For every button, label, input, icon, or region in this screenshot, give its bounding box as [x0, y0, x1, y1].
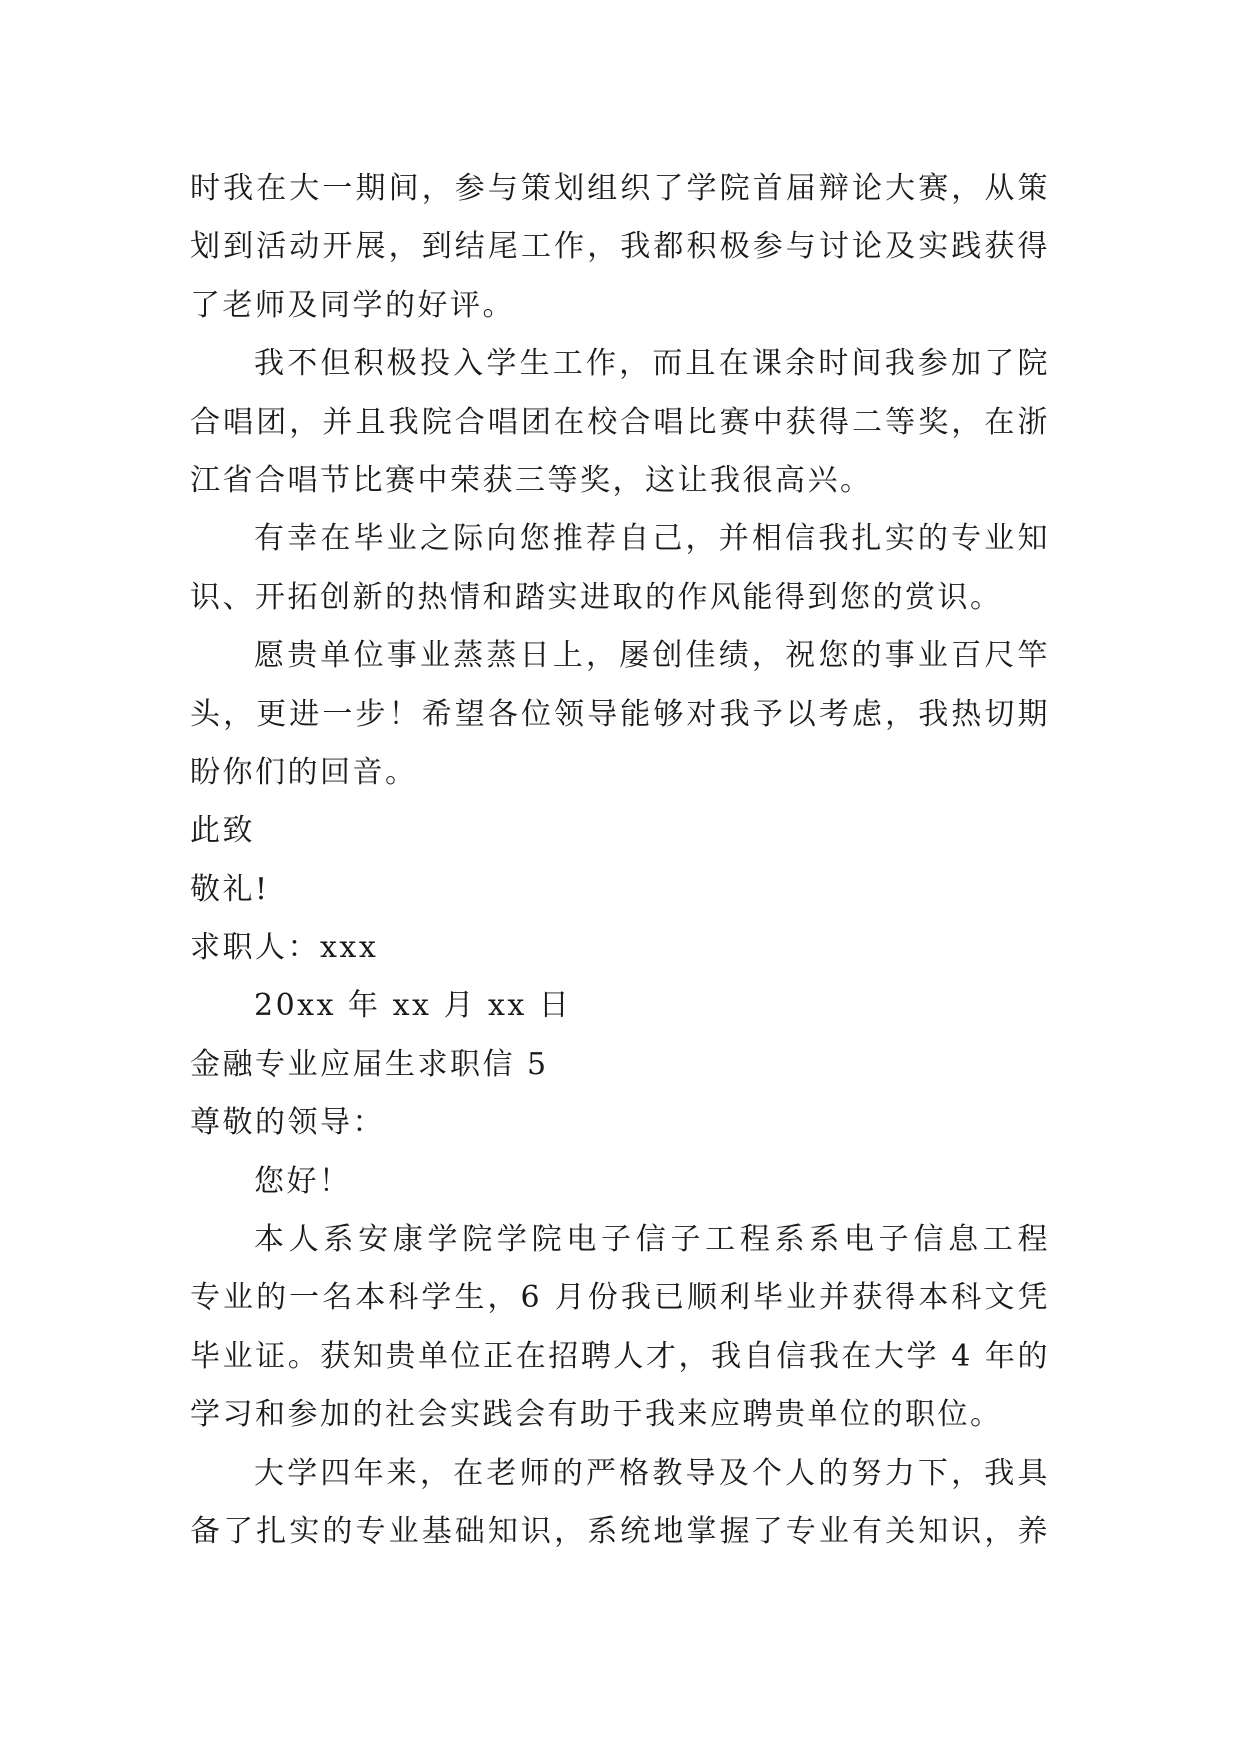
body-line-14: 毕业证。获知贵单位正在招聘人才，我自信我在大学 4 年的 — [190, 1338, 1050, 1374]
body-line-12: 本人系安康学院学院电子信子工程系系电子信息工程 — [254, 1222, 1050, 1258]
body-line-16: 大学四年来，在老师的严格教导及个人的努力下，我具 — [254, 1455, 1050, 1491]
signature-line: 求职人：xxx — [190, 930, 379, 966]
body-line-13: 专业的一名本科学生，6 月份我已顺利毕业并获得本科文凭 — [190, 1280, 1050, 1316]
body-line-7: 有幸在毕业之际向您推荐自己，并相信我扎实的专业知 — [254, 521, 1050, 557]
greeting-hello: 您好！ — [254, 1163, 352, 1199]
body-line-2: 划到活动开展，到结尾工作，我都积极参与讨论及实践获得 — [190, 229, 1050, 265]
closing-salutation: 此致 — [190, 813, 255, 849]
body-line-8: 识、开拓创新的热情和踏实进取的作风能得到您的赏识。 — [190, 579, 1003, 615]
body-line-11: 盼你们的回音。 — [190, 754, 418, 790]
body-line-9: 愿贵单位事业蒸蒸日上，屡创佳绩，祝您的事业百尺竿 — [254, 638, 1050, 674]
body-line-17: 备了扎实的专业基础知识，系统地掌握了专业有关知识，养 — [190, 1513, 1050, 1549]
section-title: 金融专业应届生求职信 5 — [190, 1046, 549, 1082]
closing-regards: 敬礼! — [190, 871, 270, 907]
greeting-recipient: 尊敬的领导： — [190, 1105, 385, 1141]
body-line-3: 了老师及同学的好评。 — [190, 287, 515, 323]
date-line: 20xx 年 xx 月 xx 日 — [254, 988, 572, 1024]
body-line-15: 学习和参加的社会实践会有助于我来应聘贵单位的职位。 — [190, 1397, 1003, 1433]
body-line-10: 头，更进一步！希望各位领导能够对我予以考虑，我热切期 — [190, 696, 1050, 732]
body-line-4: 我不但积极投入学生工作，而且在课余时间我参加了院 — [254, 346, 1050, 382]
body-line-5: 合唱团，并且我院合唱团在校合唱比赛中获得二等奖，在浙 — [190, 404, 1050, 440]
body-line-1: 时我在大一期间，参与策划组织了学院首届辩论大赛，从策 — [190, 171, 1050, 206]
letter-body — [190, 160, 1050, 1561]
body-line-6: 江省合唱节比赛中荣获三等奖，这让我很高兴。 — [190, 462, 873, 498]
